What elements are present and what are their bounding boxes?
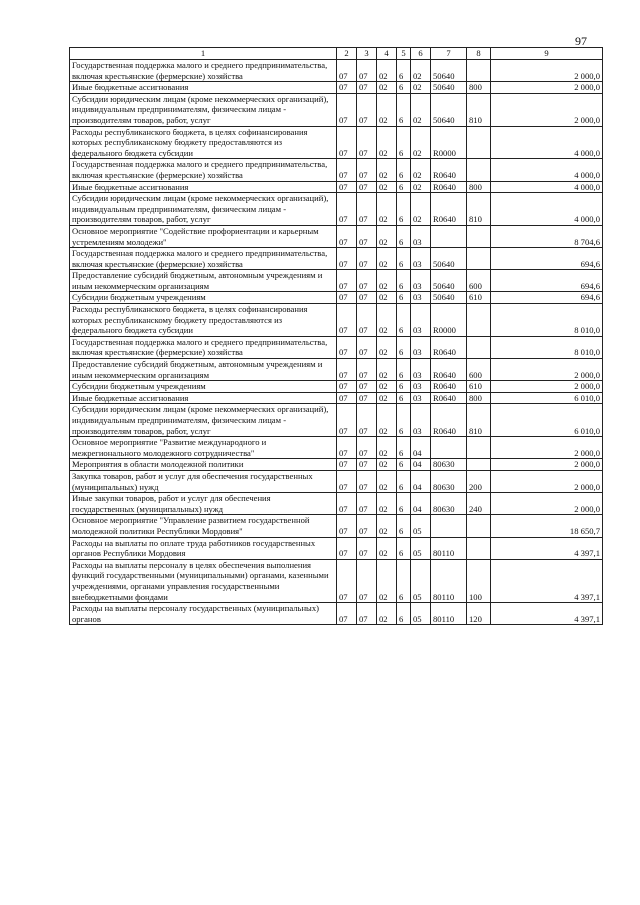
- code-cell-4: 02: [377, 304, 397, 337]
- code-cell-5: 6: [397, 93, 411, 126]
- amount-cell: 694,6: [491, 292, 603, 304]
- code-cell-7: R0640: [431, 193, 467, 226]
- code-cell-2: 07: [337, 336, 357, 358]
- code-cell-5: 6: [397, 82, 411, 94]
- column-header-1: 1: [70, 48, 337, 60]
- row-name-cell: Расходы на выплаты персоналу в целях обеспечения выполнения функций государственными (муниципальными) органами, казенными учреждениями, органами управления государственными внебюджетными фондами: [70, 559, 337, 602]
- code-cell-4: 02: [377, 459, 397, 471]
- code-cell-7: R0000: [431, 126, 467, 159]
- code-cell-7: R0640: [431, 392, 467, 404]
- code-cell-8: [467, 459, 491, 471]
- column-header-9: 9: [491, 48, 603, 60]
- table-row: [70, 225, 603, 247]
- code-cell-8: 810: [467, 93, 491, 126]
- code-cell-8: 800: [467, 82, 491, 94]
- table-row: [70, 93, 603, 126]
- code-cell-2: 07: [337, 537, 357, 559]
- code-cell-6: 03: [411, 404, 431, 437]
- amount-cell: 6 010,0: [491, 404, 603, 437]
- code-cell-7: 80110: [431, 537, 467, 559]
- row-name-cell: Субсидии бюджетным учреждениям: [70, 292, 337, 304]
- row-name-cell: Субсидии бюджетным учреждениям: [70, 381, 337, 393]
- code-cell-3: 07: [357, 404, 377, 437]
- code-cell-3: 07: [357, 292, 377, 304]
- code-cell-5: 6: [397, 437, 411, 459]
- row-name-cell: Иные бюджетные ассигнования: [70, 181, 337, 193]
- code-cell-7: 50640: [431, 248, 467, 270]
- code-cell-3: 07: [357, 181, 377, 193]
- code-cell-3: 07: [357, 159, 377, 181]
- code-cell-3: 07: [357, 493, 377, 515]
- amount-cell: 2 000,0: [491, 82, 603, 94]
- code-cell-6: 02: [411, 82, 431, 94]
- code-cell-7: 80110: [431, 559, 467, 602]
- code-cell-5: 6: [397, 292, 411, 304]
- code-cell-8: [467, 537, 491, 559]
- code-cell-8: [467, 437, 491, 459]
- code-cell-2: 07: [337, 225, 357, 247]
- code-cell-6: 02: [411, 93, 431, 126]
- code-cell-4: 02: [377, 493, 397, 515]
- code-cell-7: 80630: [431, 459, 467, 471]
- code-cell-8: [467, 159, 491, 181]
- code-cell-5: 6: [397, 559, 411, 602]
- table-row: [70, 381, 603, 393]
- code-cell-4: 02: [377, 381, 397, 393]
- table-row: [70, 181, 603, 193]
- amount-cell: 694,6: [491, 270, 603, 292]
- code-cell-2: 07: [337, 60, 357, 82]
- code-cell-2: 07: [337, 493, 357, 515]
- table-row: [70, 126, 603, 159]
- code-cell-2: 07: [337, 470, 357, 492]
- amount-cell: 2 000,0: [491, 493, 603, 515]
- code-cell-3: 07: [357, 304, 377, 337]
- amount-cell: 4 397,1: [491, 603, 603, 625]
- code-cell-3: 07: [357, 248, 377, 270]
- amount-cell: 4 397,1: [491, 559, 603, 602]
- code-cell-8: 810: [467, 404, 491, 437]
- table-row: [70, 159, 603, 181]
- row-name-cell: Субсидии юридическим лицам (кроме некоммерческих организаций), индивидуальным предпринимателям, физическим лицам - производителям товаров, работ, услуг: [70, 193, 337, 226]
- code-cell-3: 07: [357, 470, 377, 492]
- amount-cell: 2 000,0: [491, 437, 603, 459]
- amount-cell: 2 000,0: [491, 93, 603, 126]
- code-cell-4: 02: [377, 225, 397, 247]
- code-cell-5: 6: [397, 248, 411, 270]
- code-cell-6: 03: [411, 359, 431, 381]
- code-cell-2: 07: [337, 193, 357, 226]
- code-cell-4: 02: [377, 93, 397, 126]
- table-row: [70, 493, 603, 515]
- code-cell-5: 6: [397, 193, 411, 226]
- row-name-cell: Субсидии юридическим лицам (кроме некоммерческих организаций), индивидуальным предпринимателям, физическим лицам - производителям товаров, работ, услуг: [70, 404, 337, 437]
- code-cell-2: 07: [337, 404, 357, 437]
- code-cell-3: 07: [357, 559, 377, 602]
- code-cell-3: 07: [357, 392, 377, 404]
- row-name-cell: Иные бюджетные ассигнования: [70, 82, 337, 94]
- row-name-cell: Основное мероприятие "Развитие международного и межрегионального молодежного сотрудничества": [70, 437, 337, 459]
- code-cell-7: R0000: [431, 304, 467, 337]
- code-cell-6: 03: [411, 392, 431, 404]
- amount-cell: 2 000,0: [491, 381, 603, 393]
- code-cell-5: 6: [397, 459, 411, 471]
- code-cell-2: 07: [337, 381, 357, 393]
- column-header-3: 3: [357, 48, 377, 60]
- amount-cell: 4 000,0: [491, 181, 603, 193]
- budget-table: [69, 47, 603, 625]
- column-header-7: 7: [431, 48, 467, 60]
- code-cell-2: 07: [337, 603, 357, 625]
- code-cell-4: 02: [377, 404, 397, 437]
- code-cell-5: 6: [397, 404, 411, 437]
- code-cell-6: 04: [411, 470, 431, 492]
- code-cell-4: 02: [377, 159, 397, 181]
- code-cell-2: 07: [337, 93, 357, 126]
- code-cell-7: R0640: [431, 404, 467, 437]
- code-cell-2: 07: [337, 559, 357, 602]
- row-name-cell: Расходы на выплаты персоналу государственных (муниципальных) органов: [70, 603, 337, 625]
- code-cell-2: 07: [337, 270, 357, 292]
- code-cell-6: 03: [411, 292, 431, 304]
- row-name-cell: Расходы республиканского бюджета, в целях софинансирования которых республиканскому бюджету предоставляются из федерального бюджета субсидии: [70, 126, 337, 159]
- table-row: [70, 437, 603, 459]
- code-cell-2: 07: [337, 437, 357, 459]
- amount-cell: 4 000,0: [491, 126, 603, 159]
- code-cell-8: [467, 304, 491, 337]
- code-cell-4: 02: [377, 292, 397, 304]
- code-cell-7: R0640: [431, 336, 467, 358]
- row-name-cell: Иные закупки товаров, работ и услуг для обеспечения государственных (муниципальных) нужд: [70, 493, 337, 515]
- code-cell-7: 50640: [431, 292, 467, 304]
- table-row: [70, 559, 603, 602]
- code-cell-4: 02: [377, 537, 397, 559]
- code-cell-5: 6: [397, 515, 411, 537]
- code-cell-6: 05: [411, 537, 431, 559]
- code-cell-6: 05: [411, 603, 431, 625]
- row-name-cell: Субсидии юридическим лицам (кроме некоммерческих организаций), индивидуальным предпринимателям, физическим лицам - производителям товаров, работ, услуг: [70, 93, 337, 126]
- row-name-cell: Основное мероприятие "Управление развитием государственной молодежной политики Республики Мордовия": [70, 515, 337, 537]
- code-cell-4: 02: [377, 336, 397, 358]
- amount-cell: 6 010,0: [491, 392, 603, 404]
- code-cell-5: 6: [397, 603, 411, 625]
- code-cell-6: 04: [411, 493, 431, 515]
- table-row: [70, 470, 603, 492]
- table-row: [70, 359, 603, 381]
- amount-cell: 18 650,7: [491, 515, 603, 537]
- code-cell-4: 02: [377, 270, 397, 292]
- amount-cell: 4 397,1: [491, 537, 603, 559]
- code-cell-5: 6: [397, 270, 411, 292]
- column-header-5: 5: [397, 48, 411, 60]
- page-number: 97: [575, 34, 587, 48]
- row-name-cell: Закупка товаров, работ и услуг для обеспечения государственных (муниципальных) нужд: [70, 470, 337, 492]
- code-cell-2: 07: [337, 304, 357, 337]
- code-cell-7: 80630: [431, 470, 467, 492]
- code-cell-4: 02: [377, 603, 397, 625]
- amount-cell: 4 000,0: [491, 159, 603, 181]
- row-name-cell: Государственная поддержка малого и среднего предпринимательства, включая крестьянские (фермерские) хозяйства: [70, 336, 337, 358]
- code-cell-4: 02: [377, 470, 397, 492]
- code-cell-8: [467, 60, 491, 82]
- code-cell-4: 02: [377, 126, 397, 159]
- code-cell-6: 02: [411, 181, 431, 193]
- code-cell-5: 6: [397, 470, 411, 492]
- code-cell-5: 6: [397, 159, 411, 181]
- code-cell-3: 07: [357, 381, 377, 393]
- table-row: [70, 515, 603, 537]
- row-name-cell: Государственная поддержка малого и среднего предпринимательства, включая крестьянские (фермерские) хозяйства: [70, 60, 337, 82]
- table-row: [70, 392, 603, 404]
- table-row: [70, 304, 603, 337]
- code-cell-5: 6: [397, 537, 411, 559]
- code-cell-7: R0640: [431, 159, 467, 181]
- code-cell-3: 07: [357, 193, 377, 226]
- code-cell-7: R0640: [431, 181, 467, 193]
- code-cell-2: 07: [337, 181, 357, 193]
- code-cell-5: 6: [397, 493, 411, 515]
- code-cell-6: 03: [411, 248, 431, 270]
- amount-cell: 4 000,0: [491, 193, 603, 226]
- code-cell-6: 03: [411, 270, 431, 292]
- code-cell-3: 07: [357, 93, 377, 126]
- code-cell-2: 07: [337, 292, 357, 304]
- code-cell-7: R0640: [431, 359, 467, 381]
- code-cell-7: 50640: [431, 82, 467, 94]
- code-cell-8: [467, 126, 491, 159]
- table-row: [70, 336, 603, 358]
- row-name-cell: Предоставление субсидий бюджетным, автономным учреждениям и иным некоммерческим организациям: [70, 270, 337, 292]
- amount-cell: 2 000,0: [491, 470, 603, 492]
- code-cell-2: 07: [337, 82, 357, 94]
- code-cell-6: 02: [411, 193, 431, 226]
- code-cell-5: 6: [397, 359, 411, 381]
- code-cell-8: 200: [467, 470, 491, 492]
- code-cell-2: 07: [337, 459, 357, 471]
- amount-cell: 8 010,0: [491, 304, 603, 337]
- code-cell-8: 610: [467, 381, 491, 393]
- code-cell-3: 07: [357, 82, 377, 94]
- code-cell-3: 07: [357, 359, 377, 381]
- code-cell-3: 07: [357, 336, 377, 358]
- code-cell-3: 07: [357, 515, 377, 537]
- table-row: [70, 82, 603, 94]
- code-cell-6: 03: [411, 225, 431, 247]
- code-cell-5: 6: [397, 381, 411, 393]
- code-cell-5: 6: [397, 392, 411, 404]
- code-cell-8: 240: [467, 493, 491, 515]
- code-cell-5: 6: [397, 336, 411, 358]
- code-cell-8: 120: [467, 603, 491, 625]
- code-cell-3: 07: [357, 537, 377, 559]
- code-cell-6: 02: [411, 159, 431, 181]
- code-cell-7: [431, 225, 467, 247]
- code-cell-3: 07: [357, 459, 377, 471]
- code-cell-8: 600: [467, 359, 491, 381]
- row-name-cell: Основное мероприятие "Содействие профориентации и карьерным устремлениям молодежи": [70, 225, 337, 247]
- table-row: [70, 193, 603, 226]
- code-cell-6: 03: [411, 381, 431, 393]
- code-cell-3: 07: [357, 60, 377, 82]
- row-name-cell: Государственная поддержка малого и среднего предпринимательства, включая крестьянские (фермерские) хозяйства: [70, 159, 337, 181]
- column-header-2: 2: [337, 48, 357, 60]
- code-cell-4: 02: [377, 181, 397, 193]
- code-cell-2: 07: [337, 159, 357, 181]
- code-cell-2: 07: [337, 392, 357, 404]
- amount-cell: 2 000,0: [491, 60, 603, 82]
- code-cell-7: R0640: [431, 381, 467, 393]
- code-cell-4: 02: [377, 515, 397, 537]
- table-row: [70, 60, 603, 82]
- code-cell-3: 07: [357, 225, 377, 247]
- code-cell-5: 6: [397, 181, 411, 193]
- code-cell-7: 50640: [431, 60, 467, 82]
- code-cell-5: 6: [397, 60, 411, 82]
- code-cell-7: 80110: [431, 603, 467, 625]
- code-cell-6: 02: [411, 60, 431, 82]
- code-cell-4: 02: [377, 437, 397, 459]
- code-cell-3: 07: [357, 603, 377, 625]
- code-cell-7: 50640: [431, 93, 467, 126]
- code-cell-6: 03: [411, 304, 431, 337]
- code-cell-8: 100: [467, 559, 491, 602]
- table-row: [70, 459, 603, 471]
- amount-cell: 8 010,0: [491, 336, 603, 358]
- table-row: [70, 404, 603, 437]
- code-cell-4: 02: [377, 359, 397, 381]
- code-cell-8: 600: [467, 270, 491, 292]
- code-cell-6: 03: [411, 336, 431, 358]
- code-cell-3: 07: [357, 270, 377, 292]
- code-cell-7: [431, 515, 467, 537]
- amount-cell: 8 704,6: [491, 225, 603, 247]
- code-cell-7: 80630: [431, 493, 467, 515]
- code-cell-8: 610: [467, 292, 491, 304]
- code-cell-4: 02: [377, 60, 397, 82]
- column-header-6: 6: [411, 48, 431, 60]
- code-cell-4: 02: [377, 392, 397, 404]
- row-name-cell: Государственная поддержка малого и среднего предпринимательства, включая крестьянские (фермерские) хозяйства: [70, 248, 337, 270]
- table-row: [70, 537, 603, 559]
- code-cell-6: 04: [411, 459, 431, 471]
- code-cell-8: 800: [467, 392, 491, 404]
- row-name-cell: Иные бюджетные ассигнования: [70, 392, 337, 404]
- column-header-4: 4: [377, 48, 397, 60]
- row-name-cell: Расходы республиканского бюджета, в целях софинансирования которых республиканскому бюджету предоставляются из федерального бюджета субсидии: [70, 304, 337, 337]
- amount-cell: 694,6: [491, 248, 603, 270]
- code-cell-8: [467, 248, 491, 270]
- code-cell-6: 05: [411, 559, 431, 602]
- code-cell-2: 07: [337, 248, 357, 270]
- column-header-8: 8: [467, 48, 491, 60]
- code-cell-2: 07: [337, 515, 357, 537]
- amount-cell: 2 000,0: [491, 459, 603, 471]
- code-cell-8: 800: [467, 181, 491, 193]
- code-cell-4: 02: [377, 248, 397, 270]
- code-cell-8: [467, 225, 491, 247]
- table-row: [70, 292, 603, 304]
- code-cell-3: 07: [357, 126, 377, 159]
- row-name-cell: Мероприятия в области молодежной политики: [70, 459, 337, 471]
- code-cell-8: [467, 515, 491, 537]
- code-cell-4: 02: [377, 82, 397, 94]
- code-cell-8: 810: [467, 193, 491, 226]
- code-cell-4: 02: [377, 193, 397, 226]
- code-cell-2: 07: [337, 359, 357, 381]
- amount-cell: 2 000,0: [491, 359, 603, 381]
- code-cell-6: 05: [411, 515, 431, 537]
- code-cell-3: 07: [357, 437, 377, 459]
- table-header-row: [70, 48, 603, 60]
- code-cell-5: 6: [397, 304, 411, 337]
- table-row: [70, 603, 603, 625]
- code-cell-7: [431, 437, 467, 459]
- code-cell-2: 07: [337, 126, 357, 159]
- code-cell-8: [467, 336, 491, 358]
- code-cell-5: 6: [397, 225, 411, 247]
- row-name-cell: Расходы на выплаты по оплате труда работников государственных органов Республики Мордовия: [70, 537, 337, 559]
- code-cell-6: 02: [411, 126, 431, 159]
- code-cell-6: 04: [411, 437, 431, 459]
- code-cell-7: 50640: [431, 270, 467, 292]
- table-row: [70, 248, 603, 270]
- code-cell-5: 6: [397, 126, 411, 159]
- code-cell-4: 02: [377, 559, 397, 602]
- table-row: [70, 270, 603, 292]
- row-name-cell: Предоставление субсидий бюджетным, автономным учреждениям и иным некоммерческим организациям: [70, 359, 337, 381]
